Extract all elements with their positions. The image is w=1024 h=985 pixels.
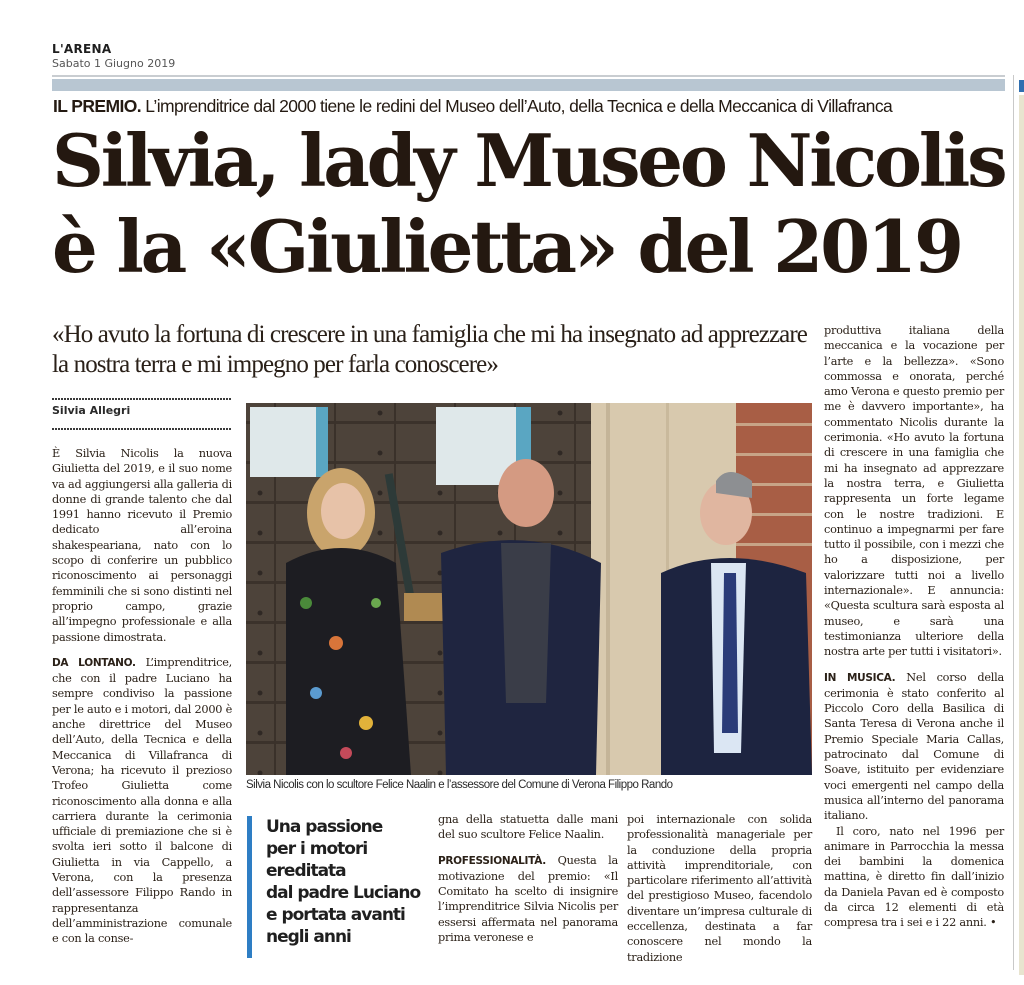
byline-rule-top bbox=[52, 398, 232, 400]
paragraph-professionalita bbox=[438, 853, 618, 946]
paragraph-text: L’imprenditrice, che con il padre Luciano ha sempre condiviso la passione per le auto e i motori, dal 2000 è anche direttrice del Museo dell’Auto, della Tecnica e della Meccanica di Villafranca di Verona; ha ricevuto il prezioso Trofeo Giulietta come riconoscimento alla donna e alla carriera durante la cerimonia ufficiale di premiazione che si è svolta ieri sotto il balcone di Giulietta in via Cappello, a Verona, con la presenza dell’assessore Filippo Rando in rappresentanza dell’amministrazione comunale e con la conse- bbox=[52, 655, 232, 946]
paragraph-in-musica bbox=[824, 670, 1004, 824]
article-column-3 bbox=[438, 812, 618, 945]
kicker bbox=[53, 96, 1013, 117]
article-column-4 bbox=[627, 812, 812, 965]
article-column-5 bbox=[824, 323, 1004, 931]
paragraph-continued: produttiva italiana della meccanica e la vocazione per l’arte e la bellezza». «Sono commossa e onorata, perché amo Verona e questo premio per me è davvero importante», ha commentato Nicolis durante la cerimonia. «Ho avuto la fortuna di crescere in una famiglia che mi ha insegnato ad apprezzare la nostra terra, e Giulietta rappresenta un forte legame con le nostre tradizioni. E continuo a impegnarmi per fare tutto il possibile, con i mezzi che ho a disposizione, per valorizzare tutti noi a livello internazionale». E annuncia: «Questa scultura sarà esposta al museo, e sarà una testimonianza ulteriore della nostra arte per tutti i visitatori». bbox=[824, 324, 1004, 659]
pull-quote-line: ereditata bbox=[266, 861, 346, 881]
paragraph-coro bbox=[824, 824, 1004, 931]
paragraph-text: Questa la motivazione del premio: «Il Comitato ha scelto di insignire l’imprenditrice Silvia Nicolis per essersi affermata nel panorama prima veronese e bbox=[438, 853, 618, 945]
top-rule-divider bbox=[52, 75, 1005, 77]
run-in-heading: PROFESSIONALITÀ. bbox=[438, 854, 546, 867]
paragraph-text: Il coro, nato nel 1996 per animare in Parrocchia la messa dei bambini la domenica mattina, è diretto fin dall’inizio da Daniela Pavan ed è composto da circa 12 elementi di età compresa tra i sei e i 22 anni. bbox=[824, 824, 1004, 930]
article-column-1 bbox=[52, 446, 232, 947]
run-in-heading: DA LONTANO. bbox=[52, 656, 136, 669]
byline: Silvia Allegri bbox=[52, 404, 131, 417]
end-mark: • bbox=[986, 916, 997, 930]
photo-caption: Silvia Nicolis con lo scultore Felice Naalin e l’assessore del Comune di Verona Filippo Rando bbox=[246, 779, 673, 791]
section-band bbox=[52, 79, 1005, 91]
page-edge-divider bbox=[1013, 75, 1014, 970]
adjacent-page-strip bbox=[1019, 80, 1024, 92]
paragraph-continued: gna della statuetta dalle mani del suo scultore Felice Naalin. bbox=[438, 813, 618, 842]
kicker-text: L’imprenditrice dal 2000 tiene le redini del Museo dell’Auto, della Tecnica e della Meccanica di Villafranca bbox=[141, 96, 893, 116]
byline-rule-bottom bbox=[52, 428, 232, 430]
headline-line-1: Silvia, lady Museo Nicolis bbox=[52, 118, 1005, 203]
subheadline-quote: «Ho avuto la fortuna di crescere in una famiglia che mi ha insegnato ad apprezzare la nostra terra e mi impegno per farla conoscere» bbox=[52, 321, 807, 378]
paragraph-text: Nel corso della cerimonia è stato conferito al Piccolo Coro della Basilica di Santa Teresa di Verona anche il Premio Speciale Maria Callas, patrocinato dal Comune di Soave, istituito per evidenziare voci emergenti nel campo della musica all’interno del panorama italiano. bbox=[824, 670, 1005, 823]
pull-quote bbox=[247, 816, 432, 958]
pull-quote-line: e portata avanti bbox=[266, 905, 405, 925]
paragraph-da-lontano bbox=[52, 655, 232, 947]
publication-date: Sabato 1 Giugno 2019 bbox=[52, 57, 176, 70]
paragraph-intro: È Silvia Nicolis la nuova Giulietta del 2019, e il suo nome va ad aggiungersi alla galleria di donne di grande talento che dal 1991 hanno ricevuto il Premio dedicato all’eroina shakespeariana, nato con lo scopo di conferire un pubblico riconoscimento ai personaggi femminili che si sono distinti nel proprio campo, grazie all’impegno professionale e alla passione dimostrata. bbox=[52, 447, 232, 644]
pull-quote-line: Una passione bbox=[266, 817, 383, 837]
paragraph-continued: poi internazionale con solida professionalità manageriale per la conduzione della propria attività imprenditoriale, con particolare riferimento all’attività del prestigioso Museo, facendolo diventare un’impresa culturale di eccellenza, destinata a far conoscere nel mondo la tradizione bbox=[627, 813, 812, 964]
run-in-heading: IN MUSICA. bbox=[824, 671, 896, 684]
pull-quote-line: per i motori bbox=[266, 839, 368, 859]
pull-quote-line: negli anni bbox=[266, 927, 351, 947]
newspaper-name: L'ARENA bbox=[52, 42, 112, 56]
article-photo bbox=[246, 403, 812, 775]
masthead bbox=[52, 42, 175, 70]
pull-quote-line: dal padre Luciano bbox=[266, 883, 421, 903]
kicker-label: IL PREMIO. bbox=[53, 96, 141, 116]
headline-line-2: è la «Giulietta» del 2019 bbox=[52, 204, 961, 289]
headline bbox=[52, 118, 1012, 290]
photo-illustration bbox=[246, 403, 812, 775]
adjacent-page-strip-tan bbox=[1019, 95, 1024, 975]
